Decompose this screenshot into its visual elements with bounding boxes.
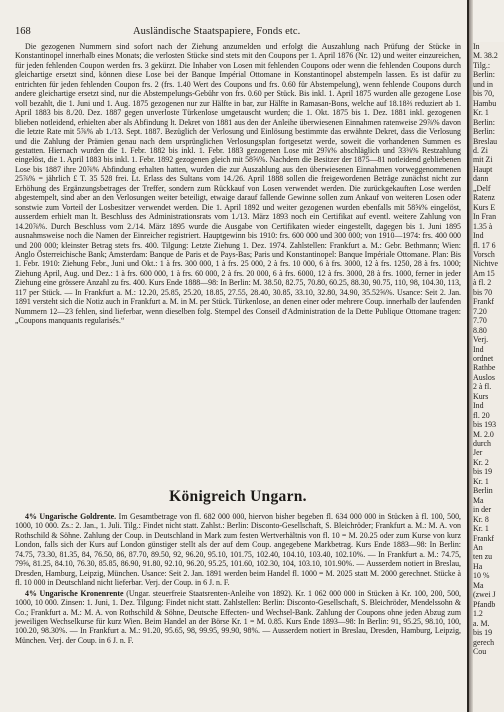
facing-page-line: M. 2.0 — [473, 429, 494, 439]
facing-page-line: d. Zi — [473, 145, 488, 155]
entry-text: Im Gesamtbetrage von fl. 682 000 000, hiervon bisher begeben fl. 634 000 000 in Stücken à fl. 100, 500, 1000, 10 000. Zs.: 2. Jan., 1. Juli. Tilg.: Findet nicht statt. Zahlst.: Berlin: Disconto-Gesellschaft, S. Bleichröder; Frankfurt a. M.: M. A. von Rothschild & Söhne. Zahlung der Coup. in Deutschland in Mark zum festen Wertverhältnis von fl. 10 = M. 20.25 oder zum Kurse von kurz London, falls sich der Kurs auf London günstiger stellt als der auf dem Coup. angegebene Markbetrag. Kurs Ende 1883—98: In Berlin: 74.75, 73.30, 81.35, 84, 76.50, 86, 87.70, 89.50, 92, 96.20, 95.10, 101.75, 102.40, 104.10, 103.40, 102.10%. — In Frankfurt a. M.: 74.75, 79⅝, 81.25, 84.10, 76.30, 85.85, 86.90, 91.80, 92.10, 96.20, 95.25, 101.60, 102.30, 104, 103.10, 101.90%. — Ausserdem notiert in Breslau, Dresden, Hamburg, Leipzig, München. Usance: Seit 2. Jan. 1891 werden beim Handel fl. 1000 = M. 2025 statt M. 2000 gerechnet. Stücke à fl. 10 000 in Deutschland nicht lieferbar. Verj. der Coup. in 6 J. n. F. — [15, 512, 461, 588]
facing-page-line: In — [473, 42, 480, 51]
entry-lead: 4% Ungarische Kronenrente — [25, 588, 124, 598]
facing-page-line: Kurs — [473, 391, 489, 401]
facing-page-line: (zwei J — [473, 590, 496, 600]
facing-page-line: Jer — [473, 448, 483, 458]
facing-page-line: Pfandb — [473, 599, 496, 609]
facing-page-line: Verj. — [473, 335, 489, 345]
body-text-bottom — [15, 512, 461, 646]
facing-page-line: Cou — [473, 647, 487, 656]
facing-page-line: bis 70 — [473, 287, 493, 297]
facing-page-line: Ind — [473, 344, 484, 354]
facing-page-line: Berlin: — [473, 70, 495, 80]
facing-page-line: An — [473, 543, 483, 553]
facing-page-line: In Fran — [473, 212, 497, 222]
facing-page-line: ordnet — [473, 353, 494, 363]
facing-page-line: Ind — [473, 401, 484, 411]
facing-page-line: Am 15 — [473, 268, 495, 278]
body-text-top — [15, 42, 461, 326]
facing-page-line: 1.35 à — [473, 221, 493, 231]
facing-page-line: Auslos — [473, 372, 495, 382]
facing-page-line: Kr. 8 — [473, 514, 489, 524]
facing-page-line: Berlin: — [473, 127, 495, 137]
facing-page-line: Ratenz — [473, 193, 495, 203]
facing-page-line: 1.2 — [473, 609, 483, 619]
facing-page-line: 8.80 — [473, 325, 487, 335]
facing-page-line: Vorsch — [473, 249, 495, 259]
facing-page-line: Kr. 1 — [473, 476, 489, 486]
facing-page-line: Kr. 1 — [473, 524, 489, 534]
facing-page-line: à fl. 2 — [473, 278, 492, 288]
facing-page-line: Kr. 2 — [473, 457, 489, 467]
entry-goldrente — [15, 512, 461, 588]
facing-page-line: bis 19 — [473, 467, 493, 477]
entry-kronenrente — [15, 589, 461, 646]
facing-page-line: dann — [473, 174, 489, 184]
facing-page-line: Berlin: — [473, 117, 495, 127]
facing-page-line: bis 19 — [473, 628, 493, 638]
facing-page-line: Kr. 1 — [473, 108, 489, 118]
facing-page-line: bis 70, — [473, 89, 495, 99]
facing-page-line: Nichtve — [473, 259, 498, 269]
facing-page-line: ten zu — [473, 552, 493, 562]
facing-page-line: und in — [473, 79, 493, 89]
facing-page-line: Tilg.: — [473, 60, 491, 70]
facing-page-line: fl. 17 6 — [473, 240, 496, 250]
facing-page-line: Frankf — [473, 533, 495, 543]
facing-page-line: gerech — [473, 637, 495, 647]
facing-page-line: fl. 20 — [473, 410, 490, 420]
facing-page-line: 10 % — [473, 571, 490, 581]
running-head: Ausländische Staatspapiere, Fonds etc. — [133, 26, 301, 37]
facing-page-line: in der — [473, 505, 492, 515]
facing-page-line: Breslau — [473, 136, 498, 146]
facing-page-line: a. M. — [473, 618, 490, 628]
facing-page-line: Haupt — [473, 164, 493, 174]
facing-page-line: Hambu — [473, 98, 497, 108]
facing-page-line: Ma — [473, 580, 484, 590]
section-title: Königreich Ungarn. — [169, 488, 307, 505]
entry-text: (Ungar. steuerfreie Staatsrenten-Anleihe von 1892). Kr. 1 062 000 000 in Stücken à Kr. 100, 200, 500, 1000, 10 000. Zinsen: 1. Juni, 1. Dez. Tilgung: Findet nicht statt. Zahlstellen: Berlin: Disconto-Gesellschaft, S. Bleichröder, Mendelssohn & Co.; Frankfurt a. M.: M. A. von Rothschild & Söhne, Deutsche Effecten- und Wechsel-Bank. Zahlung der Coupons ohne jeden Abzug zum jeweiligen Wechselkurse für kurz Wien. Beim Handel an der Börse Kr. 1 = M. 0.85. Kurs Ende 1893—98: In Berlin: 91, 95.25, 98.10, 100, 100.20, 98.30%. — In Frankfurt a. M.: 91.20, 95.65, 98, 99.95, 99.90, 98%. — Ausserdem notiert in Breslau, Dresden, Hamburg, Leipzig, München. Verj. der Coup. in 6 J. n. F. — [15, 588, 461, 645]
facing-page-line: Ha — [473, 561, 483, 571]
page-number: 168 — [15, 26, 31, 37]
facing-page-line: „Delf — [473, 183, 491, 193]
facing-page-line: 7.70 — [473, 316, 487, 326]
facing-page-line: Rathbe — [473, 363, 496, 373]
page-header — [15, 26, 461, 38]
facing-page-line: 7.20 — [473, 306, 487, 316]
facing-page-line: Kurs E — [473, 202, 496, 212]
facing-page-line: Ind — [473, 231, 484, 241]
paragraph-tuerkenlose: Die gezogenen Nummern sind sofort nach der Ziehung anzumelden und erfolgt die Auszahlung nach Prüfung der Stücke in Konstantinopel innerhalb eines Monats; die verlosten Stücke sind stets mit den Coupons per 1. April 1876 (Nr. 12) und weiter einzureichen, für jeden fehlenden Coupon werden frs. 3 gekürzt. Die Inhaber von Losen mit fehlenden Coupons oder wenn die fehlenden Coupons durch gleichartige ersetzt sind, können diese Lose bei der Banque Impérial Ottomane in Konstantinopel abstempeln lassen. Es ist dafür zu entrichten für jeden fehlenden Coupon frs. 2 (frs. 1.40 Wert des Coupons und frs. 0.60 für Abstempelung), wenn fehlende Coupons durch andere gleichartige ersetzt sind, nur die Abstempelungs-Gebühr von frs. 0.60 per Stück. Bis inkl. 1. April 1875 wurden alle gezogene Lose voll bezahlt, die 1. Juni und 1. Aug. 1875 gezogenen nur zur Hälfte in bar, zur Hälfte in Ramasan-Bons, welche auf 18.18⅔ reduziert ab 1. April 1883 bis 8./20. Dez. 1887 gegen unverloste Türkenlose umgetauscht wurden; die 1. Okt. 1875 bis 1. Dez. 1881 inkl. gezogenen blieben notleidend, erhielten aber als Abfindung lt. Dekret von 1881 aus den der Anleihe überwiesenen Einnahmen ratenweise 29⅞% davon die letzte Rate mit 5⅞% ab 1./13. Sept. 1887. Bezüglich der Verlosung und Einlösung bestimmte das erwähnte Dekret, dass die Verlosung und die Zahlung der Prämien genau nach dem ursprünglichen Verlosungsplan fortgesetzt werde, soweit die vorhandenen Summen es gestatten. Hiernach wurden die 1. Febr. 1882 bis inkl. 1. Febr. 1883 gezogenen Lose mit 29⅞% abschläglich und 33⅜% Restzahlung eingelöst, die 1. April 1883 bis inkl. 1. Febr. 1892 gezogenen gleich mit 58⅝%. Nachdem die Besitzer der 1875—81 notleidend gebliebenen Lose bis 1887 ihre 20⅞% Abfindung erhalten hatten, wurden die zur Auszahlung aus den überwiesenen Einnahmen vorweggenommenen 25⅞% = jährlich £ T. 35 528 frei. Lt. Erlass des Sultans vom 14./26. April 1888 sollen die freigewordenen Beträge zunächst nicht zur Erhöhung des Ergänzungsbetrages der Treffer, sondern zum Rückkauf von Losen verwendet werden. Die zurückgekauften Lose werden abgestempelt, sind aber an den Verlosungen weiter beteiligt, etwaige darauf fallende Gewinne sollen zum Ankauf von weiteren Losen oder sonstwie zum Vorteil der Losbesitzer verwendet werden. Die 1. April 1892 und weiter gezogenen wurden ebenfalls mit 58⅝% eingelöst, ausserdem erhielt man lt. Beschluss des Administrationsrats vom 1./13. März 1893 noch ein Certifikat auf eventl. weitere Zahlung von 14.20⅞%. Durch Beschluss vom 2./14. März 1895 wurde die Ausgabe von Certifikaten wieder eingestellt, dagegen bis 1. Juni 1895 ausnahmsweise noch die Namen der Einreicher registriert. Hauptgewinn bis 1910: frs. 600 000 und 300 000; von 1910—1974: frs. 400 000 und 200 000; kleinster Betrag stets frs. 400. Tilgung: Letzte Ziehung 1. Dez. 1974. Zahlstellen: Frankfurt a. M.: Gebr. Bethmann; Wien: Anglo Österreichische Bank; Amsterdam: Banque de Paris et de Pays-Bas; Paris und Konstantinopel: Banque Impériale Ottomane. Plan: Bis 1. Febr. 1910: Ziehung Febr., Juni und Okt.: 1 à frs. 300 000, 1 à frs. 25 000, 2 à frs. 10 000, 6 à frs. 3000, 12 à frs. 1250, 28 à frs. 1000; Ziehung April, Aug. und Dez.: 1 à frs. 600 000, 1 à frs. 60 000, 2 à frs. 20 000, 6 à frs. 6000, 12 à frs. 3000, 28 à frs. 1000, ferner in jeder Ziehung eine grössere Anzahl zu frs. 400. Kurs Ende 1888—98: In Berlin: M. 38.50, 82.75, 70.80, 60.25, 88.30, 90.75, 110, 98, 104.30, 113, 117 per Stück. — In Frankfurt a. M.: 12.20, 25.85, 25.20, 18.85, 27.55, 28.40, 30.85, 33.10, 32.80, 34.90, 35.52⅝%. Usance: Seit 2. Jan. 1891 versteht sich die Notiz auch in Frankfurt a. M. in M. per Stück. Türkenlose, an denen einer oder mehrere Coup. innerhalb der laufenden Nummern 12—23 fehlen, sind lieferbar, wenn dieselben folg. Stempel des Conseil d'Administration de la Dette Publique Ottomane tragen: „Coupons manquants regularisés.“ — [15, 42, 461, 326]
entry-lead: 4% Ungarische Goldrente. — [25, 512, 117, 521]
facing-page-line: mit Zi — [473, 155, 493, 165]
facing-page-line: durch — [473, 439, 491, 449]
facing-page-line: M. 38.2 — [473, 51, 498, 61]
facing-page-line: 2 à fl. — [473, 382, 492, 392]
facing-page-line: Ma — [473, 495, 484, 505]
facing-page-line: bis 193 — [473, 420, 497, 430]
facing-page-fragment — [473, 42, 504, 712]
facing-page-line: Frankf — [473, 297, 495, 307]
facing-page-line: Berlin — [473, 486, 493, 496]
